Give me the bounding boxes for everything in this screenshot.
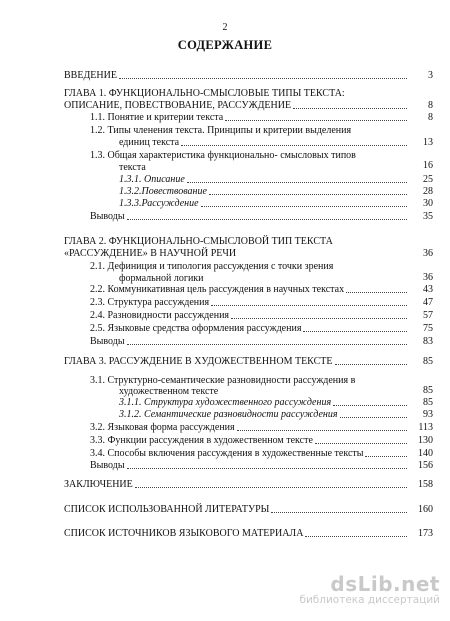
toc-page-number: 83 (423, 336, 433, 347)
toc-entry-label: 2.2. Коммуникативная цель рассуждения в научных текстах (90, 284, 345, 295)
toc-page-number: 173 (418, 528, 433, 539)
toc-entry-label: Выводы (90, 460, 125, 471)
leader-dots (187, 174, 407, 183)
leader-dots (201, 198, 407, 207)
leader-dots (119, 70, 407, 79)
toc-entry-label: ОПИСАНИЕ, ПОВЕСТВОВАНИЕ, РАССУЖДЕНИЕ (64, 100, 292, 111)
leader-dots (211, 297, 407, 306)
section-2-1-line2: формальной логики (119, 273, 204, 284)
leader-dots (335, 356, 408, 365)
toc-entry-section-2-5[interactable] (90, 323, 433, 334)
section-1-3-line2: текста (119, 162, 146, 173)
toc-entry-section-2-2[interactable] (90, 284, 433, 295)
toc-entry-section-1-3-3[interactable] (119, 198, 433, 209)
toc-entry-label: 2.5. Языковые средства оформления рассуждения (90, 323, 302, 334)
toc-entry-label: единиц текста (119, 137, 180, 148)
toc-entry-label: 3.1.1. Структура художественного рассуждения (119, 397, 332, 408)
toc-page-number: 158 (418, 479, 433, 490)
toc-entry-chapter1-conclusions[interactable] (90, 211, 433, 222)
toc-page-number: 47 (423, 297, 433, 308)
leader-dots (271, 504, 407, 513)
leader-dots (135, 479, 407, 488)
toc-entry-conclusion[interactable] (64, 479, 433, 490)
section-3-1-line2: художественном тексте (119, 386, 219, 397)
toc-entry-label: 1.3.2.Повествование (119, 186, 207, 197)
page-number: 2 (222, 22, 228, 33)
toc-entry-label: 3.3. Функции рассуждения в художественном тексте (90, 435, 313, 446)
toc-page-number: 113 (418, 422, 433, 433)
toc-entry-label: Выводы (90, 336, 125, 347)
toc-page-number: 25 (423, 174, 433, 185)
toc-entry-label: 1.3.1. Описание (119, 174, 185, 185)
watermark-logo: dsLib.net (330, 572, 440, 596)
toc-entry-section-3-3[interactable] (90, 435, 433, 446)
toc-page-number-section-3-1: 85 (423, 385, 433, 396)
toc-entry-label: 2.3. Структура рассуждения (90, 297, 210, 308)
leader-dots (340, 409, 407, 418)
leader-dots (315, 435, 407, 444)
toc-entry-label: ГЛАВА 3. РАССУЖДЕНИЕ В ХУДОЖЕСТВЕННОМ ТЕКСТЕ (64, 356, 333, 367)
leader-dots (127, 460, 407, 469)
leader-dots (181, 137, 407, 146)
leader-dots (209, 186, 407, 195)
watermark (290, 572, 440, 606)
leader-dots (305, 528, 407, 537)
section-1-2-line1: 1.2. Типы членения текста. Принципы и критерии выделения (90, 125, 352, 136)
leader-dots (293, 100, 407, 109)
toc-page-number: 35 (423, 211, 433, 222)
leader-dots (303, 323, 407, 332)
section-2-1-line1: 2.1. Дефиниция и типология рассуждения с точки зрения (90, 261, 334, 272)
toc-page-number: 43 (423, 284, 433, 295)
toc-page-number: 93 (423, 409, 433, 420)
toc-page-number: 13 (423, 137, 433, 148)
toc-entry-section-3-4[interactable] (90, 448, 433, 459)
toc-page-number: 3 (428, 70, 433, 81)
toc-entry-section-3-1-1[interactable] (119, 397, 433, 408)
toc-page-number: 75 (423, 323, 433, 334)
toc-entry-label: 1.3.3.Рассуждение (119, 198, 199, 209)
toc-entry-chapter3-conclusions[interactable] (90, 460, 433, 471)
leader-dots (225, 112, 407, 121)
section-1-3-line1: 1.3. Общая характеристика функционально- смысловых типов (90, 150, 356, 161)
leader-dots (231, 310, 407, 319)
toc-entry-section-1-1[interactable] (90, 112, 433, 123)
watermark-subtitle: библиотека диссертаций (299, 594, 440, 606)
toc-page-number: 130 (418, 435, 433, 446)
toc-page-number: 140 (418, 448, 433, 459)
toc-entry-label: СПИСОК ИСПОЛЬЗОВАННОЙ ЛИТЕРАТУРЫ (64, 504, 270, 515)
section-3-1-line1: 3.1. Структурно-семантические разновидности рассуждения в (90, 375, 356, 386)
leader-dots (127, 211, 407, 220)
toc-entry-label: Выводы (90, 211, 125, 222)
toc-entry-section-2-3[interactable] (90, 297, 433, 308)
toc-page-number: 156 (418, 460, 433, 471)
toc-entry-label: СПИСОК ИСТОЧНИКОВ ЯЗЫКОВОГО МАТЕРИАЛА (64, 528, 304, 539)
toc-entry-section-1-3-1[interactable] (119, 174, 433, 185)
toc-page-number: 8 (428, 112, 433, 123)
leader-dots (333, 397, 407, 406)
toc-entry-chapter3[interactable] (64, 356, 433, 367)
toc-entry-label: 3.1.2. Семантические разновидности рассуждения (119, 409, 338, 420)
toc-page-number: 57 (423, 310, 433, 321)
chapter2-heading-line1: ГЛАВА 2. ФУНКЦИОНАЛЬНО-СМЫСЛОВОЙ ТИП ТЕКСТА (64, 236, 333, 247)
toc-page-number: 8 (428, 100, 433, 111)
toc-page-number-chapter2: 36 (423, 248, 433, 259)
toc-entry-section-3-1-2[interactable] (119, 409, 433, 420)
chapter1-heading-line1: ГЛАВА 1. ФУНКЦИОНАЛЬНО-СМЫСЛОВЫЕ ТИПЫ ТЕКСТА: (64, 88, 345, 99)
leader-dots (237, 422, 407, 431)
toc-entry-label: ЗАКЛЮЧЕНИЕ (64, 479, 133, 490)
toc-entry-chapter1[interactable] (64, 100, 433, 111)
toc-entry-label: 3.2. Языковая форма рассуждения (90, 422, 235, 433)
toc-entry-label: 1.1. Понятие и критерии текста (90, 112, 224, 123)
toc-entry-section-2-4[interactable] (90, 310, 433, 321)
toc-page-number: 28 (423, 186, 433, 197)
toc-page-number-section-2-1: 36 (423, 272, 433, 283)
toc-page-number-section-1-3: 16 (423, 160, 433, 171)
leader-dots (127, 336, 407, 345)
toc-entry-introduction[interactable] (64, 70, 433, 81)
toc-entry-language-sources[interactable] (64, 528, 433, 539)
toc-entry-label: ВВЕДЕНИЕ (64, 70, 117, 81)
toc-entry-section-1-3-2[interactable] (119, 186, 433, 197)
toc-page-number: 85 (423, 356, 433, 367)
chapter2-heading-line2: «РАССУЖДЕНИЕ» В НАУЧНОЙ РЕЧИ (64, 248, 237, 259)
toc-entry-chapter2-conclusions[interactable] (90, 336, 433, 347)
toc-entry-section-3-2[interactable] (90, 422, 433, 433)
page-title: СОДЕРЖАНИЕ (177, 38, 273, 52)
toc-page-number: 30 (423, 198, 433, 209)
toc-entry-label: 2.4. Разновидности рассуждения (90, 310, 230, 321)
toc-entry-section-1-2[interactable] (119, 137, 433, 148)
toc-page-number: 85 (423, 397, 433, 408)
toc-page-number: 160 (418, 504, 433, 515)
toc-entry-bibliography[interactable] (64, 504, 433, 515)
leader-dots (365, 448, 407, 457)
toc-entry-label: 3.4. Способы включения рассуждения в художественные тексты (90, 448, 364, 459)
leader-dots (346, 284, 407, 293)
